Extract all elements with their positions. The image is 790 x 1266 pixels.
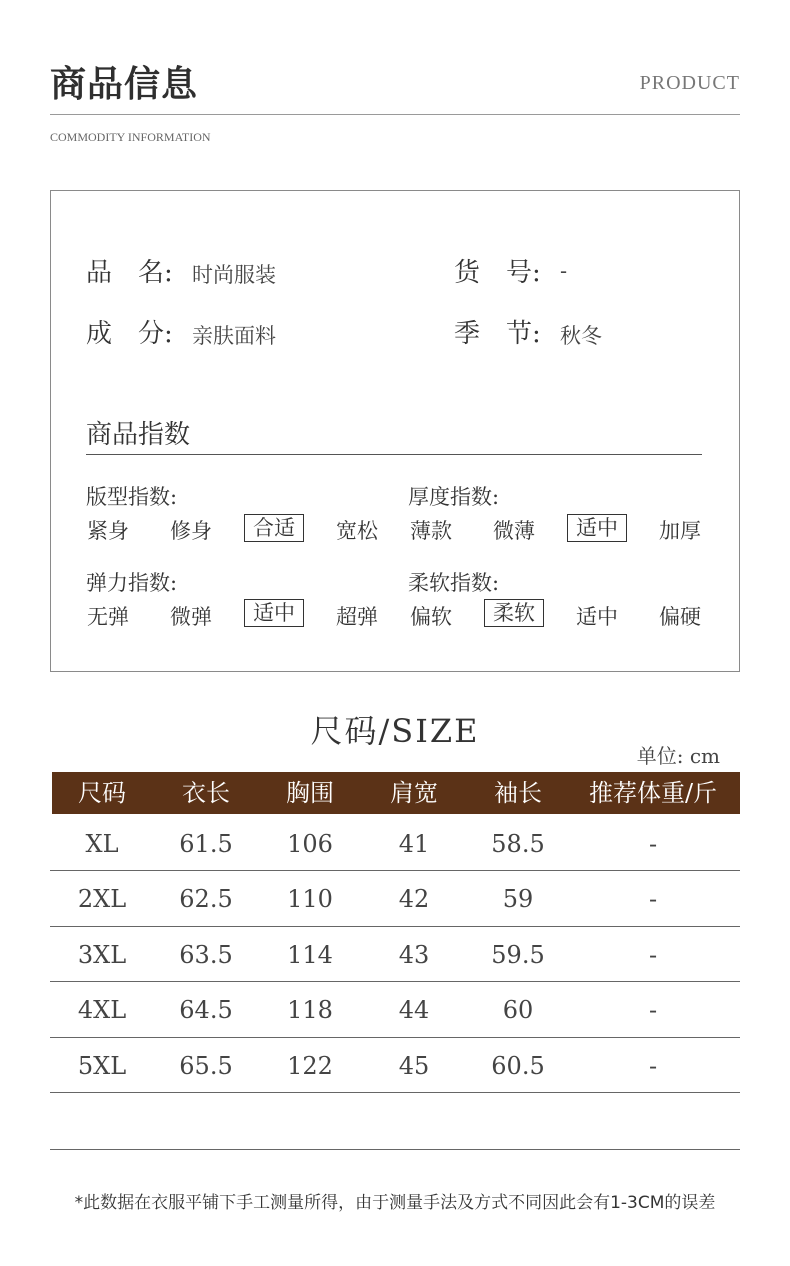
thickness-option-selected: 适中 — [567, 514, 627, 542]
table-row — [50, 817, 740, 872]
thickness-option: 薄款 — [410, 519, 452, 543]
size-title: 尺码/SIZE — [310, 712, 480, 750]
table-cell: 58.5 — [491, 830, 545, 858]
table-cell: 106 — [287, 830, 333, 858]
material-label: 成 分: — [86, 319, 173, 349]
table-row — [50, 928, 740, 983]
softness-option: 偏硬 — [659, 605, 701, 629]
thickness-index-label: 厚度指数: — [408, 485, 500, 509]
elasticity-option-selected: 适中 — [244, 599, 304, 627]
table-cell: 62.5 — [179, 885, 233, 914]
table-cell: 3XL — [77, 940, 127, 969]
page-title-en: PRODUCT — [639, 72, 740, 94]
softness-option: 适中 — [576, 605, 618, 629]
table-row — [50, 1039, 740, 1094]
softness-option-selected: 柔软 — [484, 599, 544, 627]
table-cell: 63.5 — [179, 940, 233, 969]
table-cell: 65.5 — [179, 1051, 233, 1080]
table-cell: 2XL — [77, 885, 127, 914]
name-label: 品 名: — [86, 258, 173, 288]
name-value: 时尚服装 — [192, 263, 276, 287]
column-header: 衣长 — [182, 779, 230, 807]
code-value: - — [560, 259, 568, 283]
table-cell: 59.5 — [491, 940, 545, 969]
table-cell: 110 — [287, 885, 333, 914]
elasticity-option: 无弹 — [87, 605, 129, 629]
table-cell: 45 — [398, 1051, 430, 1080]
table-cell: 43 — [398, 940, 430, 969]
fit-option: 修身 — [170, 519, 212, 543]
table-cell: XL — [85, 830, 119, 858]
elasticity-option: 微弹 — [170, 605, 212, 629]
fit-option: 紧身 — [87, 519, 129, 543]
footer-divider — [50, 1149, 740, 1150]
table-cell: 60.5 — [491, 1051, 545, 1080]
column-header: 胸围 — [286, 779, 334, 807]
material-value: 亲肤面料 — [192, 324, 276, 348]
table-cell: 41 — [398, 830, 430, 858]
season-label: 季 节: — [454, 319, 541, 349]
code-label: 货 号: — [454, 258, 541, 288]
elasticity-index-label: 弹力指数: — [86, 571, 178, 595]
table-cell: 118 — [287, 996, 333, 1025]
table-cell: 59 — [502, 885, 534, 914]
table-cell: 4XL — [77, 996, 127, 1025]
table-cell: 60 — [502, 996, 534, 1025]
footnote: *此数据在衣服平铺下手工测量所得，由于测量手法及方式不同因此会有1-3CM的误差 — [74, 1193, 716, 1213]
header-divider — [50, 114, 740, 115]
table-cell: 5XL — [77, 1051, 127, 1080]
softness-option: 偏软 — [410, 605, 452, 629]
thickness-option: 加厚 — [659, 519, 701, 543]
table-cell: - — [648, 996, 658, 1025]
fit-option-selected: 合适 — [244, 514, 304, 542]
table-cell: - — [648, 1051, 658, 1080]
page-title: 商品信息 — [50, 63, 199, 105]
softness-index-label: 柔软指数: — [408, 571, 500, 595]
table-cell: 61.5 — [179, 830, 233, 858]
table-cell: 114 — [287, 940, 333, 969]
column-header: 尺码 — [78, 779, 126, 807]
fit-option: 宽松 — [336, 519, 378, 543]
elasticity-option: 超弹 — [336, 605, 378, 629]
table-cell: - — [648, 830, 658, 858]
index-divider — [86, 454, 702, 455]
index-section-title: 商品指数 — [86, 420, 191, 450]
table-cell: - — [648, 940, 658, 969]
table-cell: - — [648, 885, 658, 914]
table-cell: 64.5 — [179, 996, 233, 1025]
season-value: 秋冬 — [560, 324, 602, 348]
table-row — [50, 872, 740, 927]
unit-label: 单位: cm — [636, 744, 720, 768]
table-cell: 44 — [398, 996, 430, 1025]
column-header: 肩宽 — [390, 779, 438, 807]
row-divider — [50, 981, 740, 982]
row-divider — [50, 1092, 740, 1093]
table-cell: 122 — [287, 1051, 333, 1080]
fit-index-label: 版型指数: — [86, 485, 178, 509]
table-header — [52, 772, 740, 814]
table-row — [50, 983, 740, 1038]
table-cell: 42 — [398, 885, 430, 914]
row-divider — [50, 870, 740, 871]
page-subtitle: COMMODITY INFORMATION — [50, 130, 211, 144]
thickness-option: 微薄 — [493, 519, 535, 543]
column-header: 袖长 — [494, 779, 542, 807]
column-header: 推荐体重/斤 — [588, 779, 718, 807]
